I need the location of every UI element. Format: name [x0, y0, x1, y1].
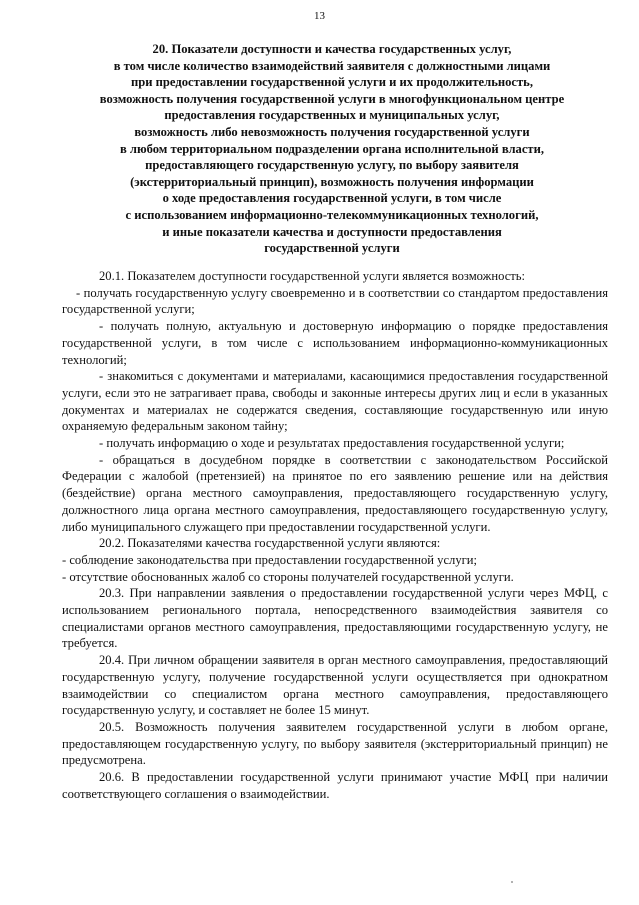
heading-line: при предоставлении государственной услуги и их продолжительность,: [130, 75, 533, 90]
heading-line: с использованием информационно-телекоммуникационных технологий,: [125, 207, 539, 222]
heading-line: (экстерриториальный принцип), возможность получения информации: [130, 174, 534, 189]
heading-line: в том числе количество взаимодействий заявителя с должностными лицами: [113, 58, 551, 73]
heading-line: возможность получения государственной услуги в многофункциональном центре: [99, 91, 565, 106]
page-number: 13: [314, 10, 325, 22]
heading-line: предоставления государственных и муниципальных услуг,: [164, 108, 500, 123]
section-heading: [56, 41, 608, 257]
paragraph-20-2-intro: 20.2. Показателями качества государственной услуги являются:: [99, 536, 441, 551]
paragraph-20-3: 20.3. При направлении заявления о предоставлении государственной услуги через МФЦ, с использованием регионального портала, непосредственного взаимодействия заявителя со специалистами органов местного самоуправления, предоставляющими государственную услугу, не требуется.: [62, 586, 608, 651]
list-item: - получать информацию о ходе и результатах предоставления государственной услуги;: [99, 436, 565, 451]
list-item: - отсутствие обоснованных жалоб со стороны получателей государственной услуги.: [62, 569, 514, 584]
list-item: - получать государственную услугу своевременно и в соответствии со стандартом предоставления государственной услуги;: [62, 285, 608, 317]
paragraph-20-1-intro: 20.1. Показателем доступности государственной услуги является возможность:: [99, 269, 526, 283]
scan-speck: [511, 881, 513, 883]
list-item: - получать полную, актуальную и достоверную информацию о порядке предоставления государственной услуги, в том числе с использованием информационно-коммуникационных технологий;: [62, 319, 608, 367]
paragraph-20-6: 20.6. В предоставлении государственной услуги принимают участие МФЦ при наличии соответствующего соглашения о взаимодействии.: [62, 770, 608, 801]
heading-line: о ходе предоставления государственной услуги, в том числе: [162, 191, 502, 206]
paragraph-20-5: 20.5. Возможность получения заявителем государственной услуги в любом органе, предоставляющем государственную услугу, по выбору заявителя (экстерриториальный принцип) не предусмотрена.: [62, 719, 608, 768]
list-item: - обращаться в досудебном порядке в соответствии с законодательством Российской Федерации с жалобой (претензией) на принятое по его заявлению решение или на действия (бездействие) органа местного самоуправления, предоставляющего государственную услугу, должностного лица органа местного самоуправления, предоставляющего государственную услугу, либо муниципального служащего при предоставлении государственной услуги.: [62, 452, 608, 534]
document-body: [62, 268, 608, 803]
heading-line: в любом территориальном подразделении органа исполнительной власти,: [119, 141, 545, 156]
heading-line: и иные показатели качества и доступности предоставления: [162, 224, 502, 239]
heading-line: 20. Показатели доступности и качества государственных услуг,: [152, 42, 512, 56]
paragraph-20-4: 20.4. При личном обращении заявителя в орган местного самоуправления, предоставляющий государственную услугу, получение государственной услуги осуществляется при однократном взаимодействии со специалистом органа местного самоуправления, предоставляющего государственную услугу, и составляет не более 15 минут.: [62, 653, 608, 718]
heading-line: государственной услуги: [264, 241, 400, 256]
heading-line: возможность либо невозможность получения государственной услуги: [134, 124, 530, 139]
list-item: - знакомиться с документами и материалами, касающимися предоставления государственной услуги, если это не затрагивает права, свободы и законные интересы других лиц и если в указанных документах и материалах не содержатся сведения, составляющие государственную или иную охраняемую федеральным законом тайну;: [62, 369, 608, 434]
list-item: - соблюдение законодательства при предоставлении государственной услуги;: [62, 552, 478, 567]
heading-line: предоставляющего государственную услугу, по выбору заявителя: [145, 158, 519, 173]
